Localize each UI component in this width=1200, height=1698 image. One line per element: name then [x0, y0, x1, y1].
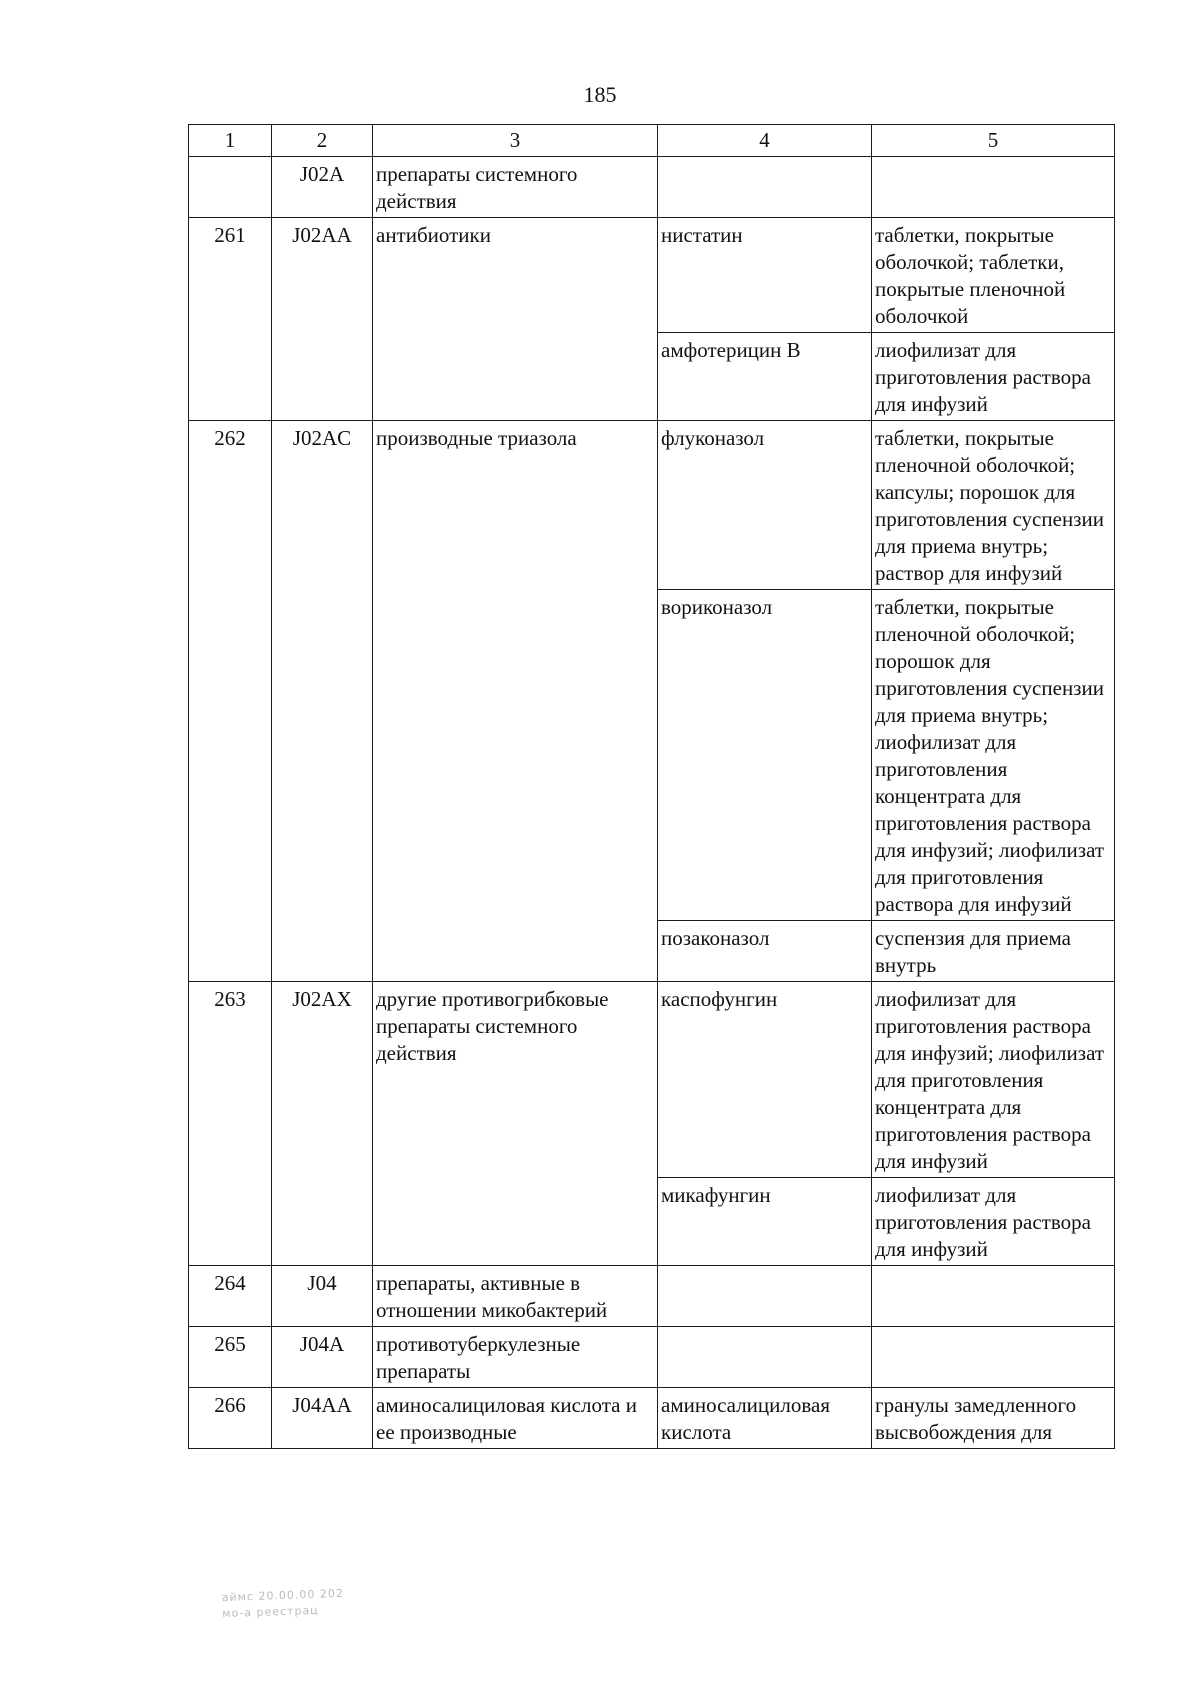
row-number-cell: 262	[189, 421, 272, 982]
column-header: 4	[658, 125, 872, 157]
group-name-cell: другие противогрибковые препараты системного действия	[373, 982, 658, 1266]
dosage-form-cell: лиофилизат для приготовления раствора для инфузий; лиофилизат для приготовления концентрата для приготовления раствора для инфузий	[872, 982, 1115, 1178]
table-row	[189, 1266, 1115, 1327]
group-name-cell: производные триазола	[373, 421, 658, 982]
drug-name-cell: вориконазол	[658, 590, 872, 921]
table-body	[189, 125, 1115, 1449]
atc-code-cell: J02AC	[272, 421, 373, 982]
atc-code-cell: J04A	[272, 1327, 373, 1388]
row-number-cell: 265	[189, 1327, 272, 1388]
table-header-row	[189, 125, 1115, 157]
group-name-cell: антибиотики	[373, 218, 658, 421]
group-name-cell: препараты системного действия	[373, 157, 658, 218]
column-header: 2	[272, 125, 373, 157]
drug-name-cell	[658, 1266, 872, 1327]
drug-name-cell: нистатин	[658, 218, 872, 333]
drug-table	[188, 124, 1115, 1449]
drug-name-cell: флуконазол	[658, 421, 872, 590]
column-header: 3	[373, 125, 658, 157]
dosage-form-cell: гранулы замедленного высвобождения для	[872, 1388, 1115, 1449]
dosage-form-cell	[872, 157, 1115, 218]
atc-code-cell: J02AA	[272, 218, 373, 421]
drug-name-cell	[658, 157, 872, 218]
dosage-form-cell: таблетки, покрытые пленочной оболочкой; капсулы; порошок для приготовления суспензии для приема внутрь; раствор для инфузий	[872, 421, 1115, 590]
drug-name-cell: амфотерицин В	[658, 333, 872, 421]
table-row	[189, 218, 1115, 333]
dosage-form-cell	[872, 1327, 1115, 1388]
table-row	[189, 982, 1115, 1178]
dosage-form-cell: лиофилизат для приготовления раствора для инфузий	[872, 333, 1115, 421]
page-number: 185	[583, 82, 617, 107]
row-number-cell: 261	[189, 218, 272, 421]
atc-code-cell: J04AA	[272, 1388, 373, 1449]
scan-stamp	[221, 1586, 344, 1622]
scan-stamp-line: мо-а реестрац	[222, 1603, 319, 1621]
row-number-cell: 266	[189, 1388, 272, 1449]
drug-name-cell: аминосалициловая кислота	[658, 1388, 872, 1449]
group-name-cell: препараты, активные в отношении микобактерий	[373, 1266, 658, 1327]
dosage-form-cell	[872, 1266, 1115, 1327]
table-row	[189, 421, 1115, 590]
drug-name-cell: позаконазол	[658, 921, 872, 982]
row-number-cell	[189, 157, 272, 218]
drug-name-cell: каспофунгин	[658, 982, 872, 1178]
atc-code-cell: J04	[272, 1266, 373, 1327]
table-row	[189, 1388, 1115, 1449]
column-header: 5	[872, 125, 1115, 157]
drug-name-cell	[658, 1327, 872, 1388]
row-number-cell: 264	[189, 1266, 272, 1327]
atc-code-cell: J02AX	[272, 982, 373, 1266]
group-name-cell: аминосалициловая кислота и ее производные	[373, 1388, 658, 1449]
row-number-cell: 263	[189, 982, 272, 1266]
atc-code-cell: J02A	[272, 157, 373, 218]
table-row	[189, 157, 1115, 218]
dosage-form-cell: суспензия для приема внутрь	[872, 921, 1115, 982]
dosage-form-cell: лиофилизат для приготовления раствора для инфузий	[872, 1178, 1115, 1266]
dosage-form-cell: таблетки, покрытые пленочной оболочкой; порошок для приготовления суспензии для приема внутрь; лиофилизат для приготовления концентрата для приготовления раствора для инфузий; лиофилизат для приготовления раствора для инфузий	[872, 590, 1115, 921]
column-header: 1	[189, 125, 272, 157]
dosage-form-cell: таблетки, покрытые оболочкой; таблетки, покрытые пленочной оболочкой	[872, 218, 1115, 333]
scan-stamp-line: аймс 20.00.00 202	[221, 1586, 345, 1605]
group-name-cell: противотуберкулезные препараты	[373, 1327, 658, 1388]
table-row	[189, 1327, 1115, 1388]
drug-name-cell: микафунгин	[658, 1178, 872, 1266]
